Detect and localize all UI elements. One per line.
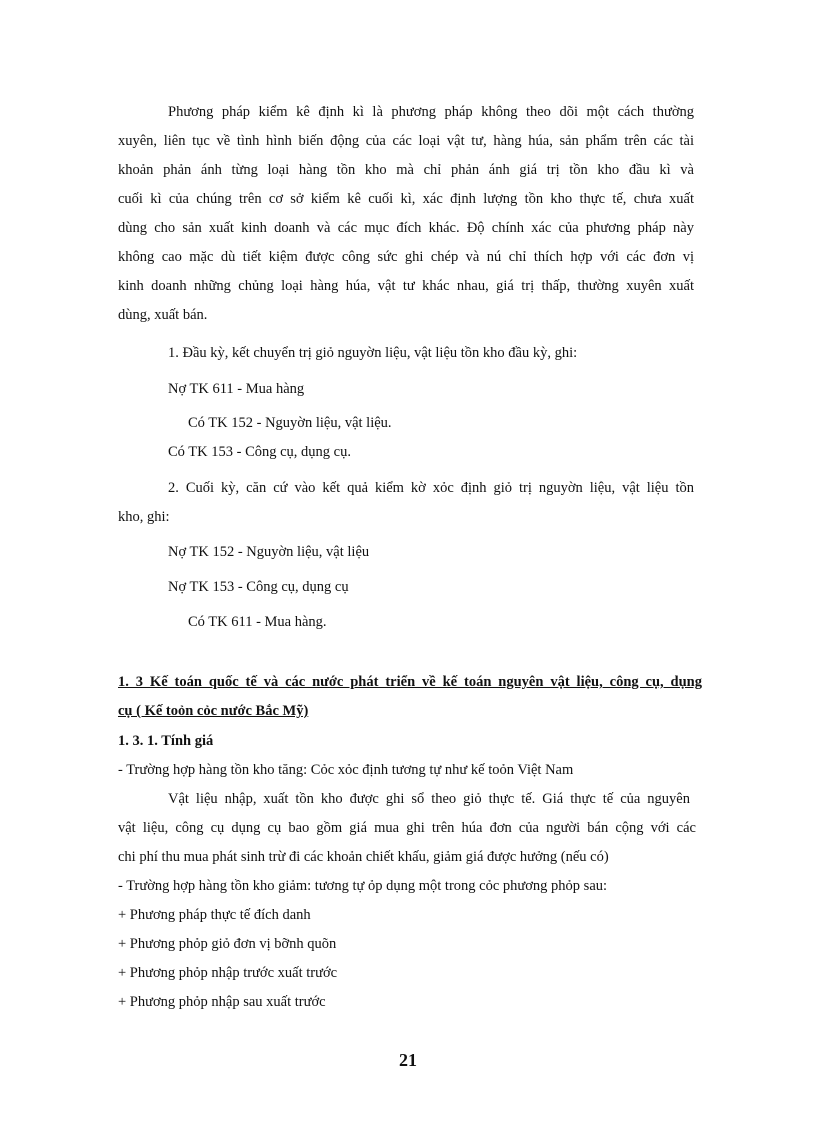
method-item-1: + Phương pháp thực tế đích danh [118, 907, 311, 923]
method-item-2: + Phương phỏp giỏ đơn vị bỡnh quõn [118, 936, 337, 952]
section-heading-line-2: cụ ( Kế toỏn cỏc nước Bắc Mỹ) [118, 703, 309, 719]
page-number: 21 [399, 1050, 417, 1070]
para1-line-4: cuối kì của chúng trên cơ sở kiểm kê cuối kì, xác định lượng tồn kho thực tế, chưa xuất [118, 191, 694, 207]
entry-2-intro-line-1: 2. Cuối kỳ, căn cứ vào kết quả kiểm kờ xỏc định giỏ trị nguyờn liệu, vật liệu tồn [168, 480, 694, 496]
entry-2-debit-153: Nợ TK 153 - Công cụ, dụng cụ [168, 579, 349, 595]
subsection-heading: 1. 3. 1. Tính giá [118, 733, 214, 749]
para2-line-1: Vật liệu nhập, xuất tồn kho được ghi sổ theo giỏ thực tế. Giá thực tế của nguyên [168, 791, 690, 807]
para1-line-3: khoản phản ánh từng loại hàng tồn kho mà chỉ phản ánh giá trị tồn kho đầu kì và [118, 162, 694, 178]
para1-line-2: xuyên, liên tục về tình hình biến động của các loại vật tư, hàng húa, sản phẩm trên các tài [118, 133, 694, 149]
entry-1-credit-152: Có TK 152 - Nguyờn liệu, vật liệu. [188, 415, 392, 431]
para2-line-2: vật liệu, công cụ dụng cụ bao gồm giá mua ghi trên húa đơn của người bán cộng với các [118, 820, 696, 836]
para1-line-7: kinh doanh những chủng loại hàng húa, vật tư khác nhau, giá trị thấp, thường xuyên xuất [118, 278, 694, 294]
entry-1-debit: Nợ TK 611 - Mua hàng [168, 381, 305, 397]
section-heading-line-1: 1. 3 Kế toán quốc tế và các nước phát triển về kế toán nguyên vật liệu, công cụ, dụng [118, 674, 702, 690]
case-increase: - Trường hợp hàng tồn kho tăng: Cỏc xỏc định tương tự như kế toỏn Việt Nam [118, 762, 574, 778]
entry-1-intro: 1. Đầu kỳ, kết chuyển trị giỏ nguyờn liệu, vật liệu tồn kho đầu kỳ, ghi: [168, 345, 578, 361]
entry-2-debit-152: Nợ TK 152 - Nguyờn liệu, vật liệu [168, 544, 370, 560]
entry-1-credit-153: Có TK 153 - Công cụ, dụng cụ. [168, 444, 351, 460]
case-decrease: - Trường hợp hàng tồn kho giảm: tương tự ỏp dụng một trong cỏc phương phỏp sau: [118, 878, 608, 894]
para1-line-5: dùng cho sản xuất kinh doanh và các mục đích khác. Độ chính xác của phương pháp này [118, 220, 694, 236]
para1-line-1: Phương pháp kiểm kê định kì là phương pháp không theo dõi một cách thường [168, 104, 694, 120]
entry-2-credit-611: Có TK 611 - Mua hàng. [188, 614, 327, 630]
entry-2-intro-line-2: kho, ghi: [118, 509, 170, 525]
method-item-3: + Phương phỏp nhập trước xuất trước [118, 965, 338, 981]
para1-line-6: không cao mặc dù tiết kiệm được công sức ghi chép và nú chỉ thích hợp với các đơn vị [118, 249, 694, 265]
method-item-4: + Phương phỏp nhập sau xuất trước [118, 994, 326, 1010]
para1-line-8: dùng, xuất bán. [118, 307, 208, 323]
para2-line-3: chi phí thu mua phát sinh trừ đi các khoản chiết khấu, giảm giá được hưởng (nếu có) [118, 849, 609, 865]
